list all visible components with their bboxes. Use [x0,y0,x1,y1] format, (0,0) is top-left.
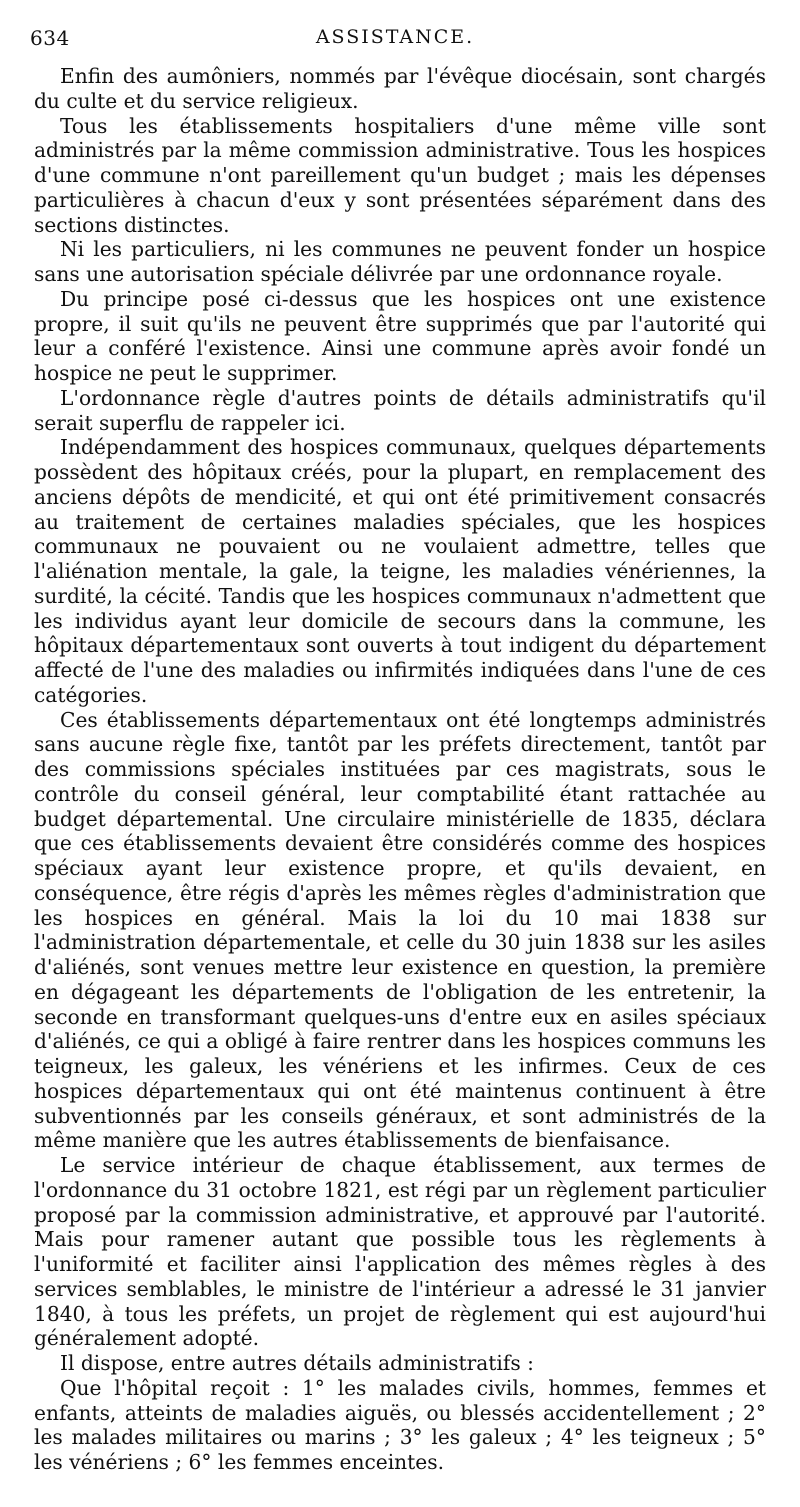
paragraph-departmental-administration: Ces établissements départementaux ont été longtemps administrés sans aucune règle fixe, tantôt par les préfets directement, tantôt par des commissions spéciales instituées par ces magistrats, sous le contrôle du conseil général, leur comptabilité étant rattachée au budget départemental. Une circulaire ministérielle de 1835, déclara que ces établissements devaient être considérés comme des hospices spéciaux ayant leur existence propre, et qu'ils devaient, en conséquence, être régis d'après les mêmes règles d'administration que les hospices en général. Mais la loi du 10 mai 1838 sur l'administration départementale, et celle du 30 juin 1838 sur les asiles d'aliénés, sont venues mettre leur existence en question, la première en dégageant les départements de l'obligation de les entretenir, la seconde en transformant quelques-uns d'entre eux en asiles spéciaux d'aliénés, ce qui a obligé à faire rentrer dans les hospices communs les teigneux, les galeux, les vénériens et les infirmes. Ceux de ces hospices départementaux qui ont été maintenus continuent à être subventionnés par les conseils généraux, et sont administrés de la même manière que les autres établissements de bienfaisance. [34,707,766,1153]
running-title: ASSISTANCE. [315,26,475,48]
paragraph-suppression: Du principe posé ci-dessus que les hospices ont une existence propre, il suit qu'ils ne peuvent être supprimés que par l'autorité qui leur a conféré l'existence. Ainsi une commune après avoir fondé un hospice ne peut le supprimer. [34,286,766,385]
page-header [30,26,760,58]
paragraph-administration: Tous les établissements hospitaliers d'une même ville sont administrés par la même commission administrative. Tous les hospices d'une commune n'ont pareillement qu'un budget ; mais les dépenses particulières à chacun d'eux y sont présentées séparément dans des sections distinctes. [34,113,766,237]
paragraph-admissions: Que l'hôpital reçoit : 1° les malades civils, hommes, femmes et enfants, atteints de maladies aiguës, ou blessés accidentellement ; 2° les malades militaires ou marins ; 3° les galeux ; 4° les teigneux ; 5° les vénériens ; 6° les femmes enceintes. [34,1375,766,1474]
paragraph-authorization: Ni les particuliers, ni les communes ne peuvent fonder un hospice sans une autorisation spéciale délivrée par une ordonnance royale. [34,237,766,286]
paragraph-departmental-hospitals: Indépendamment des hospices communaux, quelques départements possèdent des hôpitaux créés, pour la plupart, en remplacement des anciens dépôts de mendicité, et qui ont été primitivement consacrés au traitement de certaines maladies spéciales, que les hospices communaux ne pouvaient ou ne voulaient admettre, telles que l'aliénation mentale, la gale, la teigne, les maladies vénériennes, la surdité, la cécité. Tandis que les hospices communaux n'admettent que les individus ayant leur domicile de secours dans la commune, les hôpitaux départementaux sont ouverts à tout indigent du département affecté de l'une des maladies ou infirmités indiquées dans l'une de ces catégories. [34,435,766,707]
paragraph-internal-service: Le service intérieur de chaque établissement, aux termes de l'ordonnance du 31 octobre 1821, est régi par un règlement particulier proposé par la commission administrative, et approuvé par l'autorité. Mais pour ramener autant que possible tous les règlements à l'uniformité et faciliter ainsi l'application des mêmes règles à des services semblables, le ministre de l'intérieur a adressé le 31 janvier 1840, à tous les préfets, un projet de règlement qui est aujourd'hui généralement adopté. [34,1153,766,1351]
body-text [34,64,766,1475]
paragraph-ordinance: L'ordonnance règle d'autres points de détails administratifs qu'il serait superflu de rappeler ici. [34,385,766,435]
paragraph-provisions: Il dispose, entre autres détails administratifs : [60,1351,534,1375]
paragraph-chaplains: Enfin des aumôniers, nommés par l'évêque diocésain, sont chargés du culte et du service religieux. [34,64,766,113]
page-number: 634 [30,26,70,50]
